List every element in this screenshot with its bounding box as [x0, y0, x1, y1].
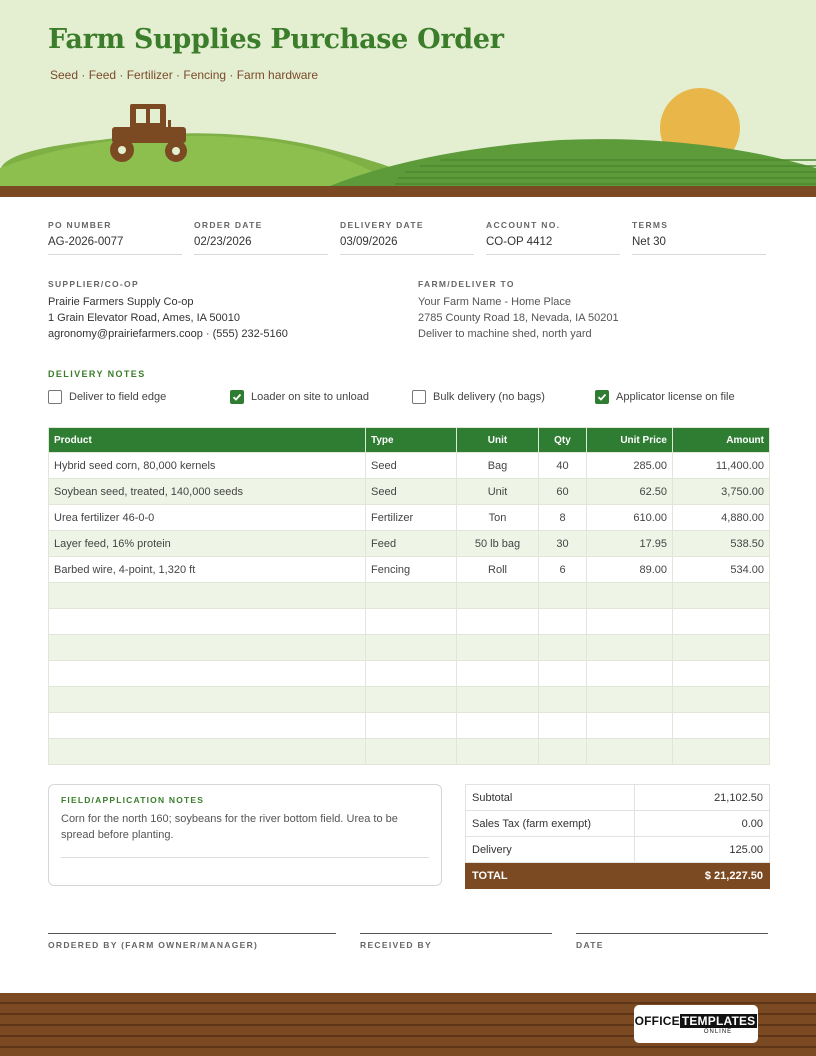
cell-product[interactable]: Soybean seed, treated, 140,000 seeds	[49, 479, 366, 505]
cell-type[interactable]: Seed	[366, 453, 457, 479]
date-signature-line[interactable]: DATE	[576, 933, 768, 950]
delivery-label: Delivery	[466, 837, 635, 863]
total-label: TOTAL	[466, 863, 635, 889]
table-row	[49, 505, 770, 531]
soil-stripe	[0, 1002, 816, 1004]
brand-logo-part1: OFFICE	[634, 1013, 680, 1028]
terms-label: TERMS	[632, 220, 669, 230]
table-row	[49, 739, 770, 765]
cell-unit-price[interactable]: 17.95	[587, 531, 673, 557]
table-row	[49, 557, 770, 583]
cell-unit-price[interactable]: 89.00	[587, 557, 673, 583]
items-table	[48, 427, 770, 765]
items-table-header	[49, 428, 770, 453]
page-title: Farm Supplies Purchase Order	[48, 24, 504, 55]
page-subtitle: Seed · Feed · Fertilizer · Fencing · Farm hardware	[50, 68, 319, 82]
cell-unit[interactable]	[457, 635, 539, 661]
order-date-value[interactable]: 02/23/2026	[194, 232, 328, 255]
po-number-field	[48, 220, 182, 255]
sales-tax-label: Sales Tax (farm exempt)	[466, 811, 635, 837]
total-row	[466, 863, 770, 889]
table-row	[49, 479, 770, 505]
supplier-block	[48, 278, 288, 342]
order-date-label: ORDER DATE	[194, 220, 263, 230]
table-row	[49, 531, 770, 557]
cell-amount[interactable]	[673, 635, 770, 661]
cell-unit[interactable]	[457, 609, 539, 635]
cell-unit-price[interactable]	[587, 687, 673, 713]
cell-product[interactable]: Hybrid seed corn, 80,000 kernels	[49, 453, 366, 479]
cell-unit[interactable]: Ton	[457, 505, 539, 531]
cell-qty[interactable]	[539, 583, 587, 609]
checkbox-label: Applicator license on file	[616, 391, 735, 403]
cell-unit[interactable]: Unit	[457, 479, 539, 505]
field-notes-label: FIELD/APPLICATION NOTES	[61, 795, 205, 805]
cell-unit[interactable]: 50 lb bag	[457, 531, 539, 557]
subtotal-value[interactable]: 21,102.50	[635, 785, 770, 811]
checkbox-bulk-delivery[interactable]	[412, 390, 545, 404]
cell-product[interactable]	[49, 583, 366, 609]
cell-unit-price[interactable]	[587, 713, 673, 739]
supplier-name[interactable]: Prairie Farmers Supply Co-op	[48, 296, 194, 308]
col-header-product: Product	[49, 428, 366, 453]
cell-qty[interactable]: 6	[539, 557, 587, 583]
cell-type[interactable]	[366, 661, 457, 687]
checkbox-label: Loader on site to unload	[251, 391, 370, 403]
cell-amount[interactable]: 534.00	[673, 557, 770, 583]
field-notes-box[interactable]	[48, 784, 442, 886]
cell-type[interactable]: Fertilizer	[366, 505, 457, 531]
cell-amount[interactable]	[673, 661, 770, 687]
supplier-contact[interactable]: agronomy@prairiefarmers.coop · (555) 232-5160	[48, 328, 288, 340]
cell-amount[interactable]: 4,880.00	[673, 505, 770, 531]
totals-table	[465, 784, 770, 889]
cell-qty[interactable]	[539, 739, 587, 765]
terms-value[interactable]: Net 30	[632, 232, 766, 255]
table-row	[49, 713, 770, 739]
delivery-date-field	[340, 220, 474, 255]
cell-qty[interactable]	[539, 661, 587, 687]
cell-product[interactable]	[49, 609, 366, 635]
cell-unit[interactable]	[457, 713, 539, 739]
cell-product[interactable]	[49, 687, 366, 713]
cell-unit[interactable]: Roll	[457, 557, 539, 583]
cell-qty[interactable]: 60	[539, 479, 587, 505]
received-by-signature-line[interactable]: RECEIVED BY	[360, 933, 552, 950]
delivery-date-label: DELIVERY DATE	[340, 220, 424, 230]
checkbox-label: Deliver to field edge	[69, 391, 167, 403]
supplier-label: SUPPLIER/CO-OP	[48, 279, 139, 289]
checkbox-field-edge[interactable]	[48, 390, 166, 404]
po-info-row	[48, 220, 768, 255]
checkbox-label: Bulk delivery (no bags)	[433, 391, 545, 403]
notes-divider	[61, 857, 429, 858]
table-row	[49, 661, 770, 687]
checkbox-checked-icon[interactable]	[595, 390, 609, 404]
cell-type[interactable]	[366, 609, 457, 635]
table-row	[49, 687, 770, 713]
table-row	[49, 583, 770, 609]
order-date-field	[194, 220, 328, 255]
brand-logo[interactable]	[634, 1005, 758, 1043]
brand-logo-part2: TEMPLATES	[681, 1013, 756, 1028]
cell-amount[interactable]: 538.50	[673, 531, 770, 557]
cell-amount[interactable]	[673, 739, 770, 765]
col-header-type: Type	[366, 428, 457, 453]
cell-unit-price[interactable]: 285.00	[587, 453, 673, 479]
delivery-date-value[interactable]: 03/09/2026	[340, 232, 474, 255]
terms-field	[632, 220, 766, 255]
account-number-label: ACCOUNT NO.	[486, 220, 561, 230]
subtotal-label: Subtotal	[466, 785, 635, 811]
farm-name[interactable]: Your Farm Name - Home Place	[418, 296, 572, 308]
cell-product[interactable]: Layer feed, 16% protein	[49, 531, 366, 557]
cell-unit-price[interactable]: 62.50	[587, 479, 673, 505]
cell-amount[interactable]	[673, 609, 770, 635]
cell-type[interactable]	[366, 739, 457, 765]
cell-amount[interactable]	[673, 713, 770, 739]
cell-qty[interactable]	[539, 687, 587, 713]
cell-qty[interactable]: 40	[539, 453, 587, 479]
cell-product[interactable]	[49, 713, 366, 739]
col-header-amount: Amount	[673, 428, 770, 453]
sales-tax-row	[466, 811, 770, 837]
cell-product[interactable]	[49, 635, 366, 661]
cell-unit-price[interactable]: 610.00	[587, 505, 673, 531]
cell-type[interactable]	[366, 583, 457, 609]
cell-type[interactable]: Feed	[366, 531, 457, 557]
checkbox-checked-icon[interactable]	[230, 390, 244, 404]
cell-type[interactable]: Fencing	[366, 557, 457, 583]
cell-unit[interactable]	[457, 661, 539, 687]
cell-qty[interactable]: 30	[539, 531, 587, 557]
account-number-field	[486, 220, 620, 255]
farm-label: FARM/DELIVER TO	[418, 279, 515, 289]
cell-amount[interactable]: 3,750.00	[673, 479, 770, 505]
delivery-notes-checkboxes	[48, 390, 768, 408]
delivery-notes-label: DELIVERY NOTES	[48, 369, 146, 379]
col-header-unit: Unit	[457, 428, 539, 453]
table-row	[49, 609, 770, 635]
cell-product[interactable]: Urea fertilizer 46-0-0	[49, 505, 366, 531]
cell-unit-price[interactable]	[587, 661, 673, 687]
cell-qty[interactable]: 8	[539, 505, 587, 531]
header-banner	[0, 0, 816, 197]
po-number-label: PO NUMBER	[48, 220, 112, 230]
supplier-address[interactable]: 1 Grain Elevator Road, Ames, IA 50010	[48, 312, 241, 324]
cell-qty[interactable]	[539, 609, 587, 635]
col-header-unit-price: Unit Price	[587, 428, 673, 453]
farm-address[interactable]: 2785 County Road 18, Nevada, IA 50201	[418, 312, 619, 324]
cell-unit[interactable]: Bag	[457, 453, 539, 479]
cell-unit-price[interactable]	[587, 583, 673, 609]
subtotal-row	[466, 785, 770, 811]
cell-unit-price[interactable]	[587, 609, 673, 635]
brand-logo-sub: ONLINE	[703, 1028, 733, 1035]
soil-stripe	[0, 1046, 816, 1048]
cell-product[interactable]	[49, 661, 366, 687]
cell-unit[interactable]	[457, 583, 539, 609]
cell-unit-price[interactable]	[587, 635, 673, 661]
farm-block	[418, 278, 619, 342]
account-number-value[interactable]: CO-OP 4412	[486, 232, 620, 255]
sales-tax-value[interactable]: 0.00	[635, 811, 770, 837]
cell-type[interactable]	[366, 635, 457, 661]
cell-unit[interactable]	[457, 687, 539, 713]
checkbox-applicator-license[interactable]	[595, 390, 735, 404]
cell-type[interactable]	[366, 713, 457, 739]
cell-unit-price[interactable]	[587, 739, 673, 765]
cell-product[interactable]	[49, 739, 366, 765]
delivery-row	[466, 837, 770, 863]
po-number-value[interactable]: AG-2026-0077	[48, 232, 182, 255]
cell-qty[interactable]	[539, 713, 587, 739]
cell-amount[interactable]: 11,400.00	[673, 453, 770, 479]
total-value[interactable]: $ 21,227.50	[635, 863, 770, 889]
ordered-by-signature-line[interactable]: ORDERED BY (FARM OWNER/MANAGER)	[48, 933, 336, 950]
cell-unit[interactable]	[457, 739, 539, 765]
cell-product[interactable]: Barbed wire, 4-point, 1,320 ft	[49, 557, 366, 583]
cell-type[interactable]	[366, 687, 457, 713]
items-table-body	[49, 453, 770, 765]
table-row	[49, 453, 770, 479]
cell-amount[interactable]	[673, 687, 770, 713]
delivery-value[interactable]: 125.00	[635, 837, 770, 863]
checkbox-unchecked-icon[interactable]	[48, 390, 62, 404]
col-header-qty: Qty	[539, 428, 587, 453]
table-row	[49, 635, 770, 661]
checkbox-unchecked-icon[interactable]	[412, 390, 426, 404]
cell-qty[interactable]	[539, 635, 587, 661]
cell-amount[interactable]	[673, 583, 770, 609]
cell-type[interactable]: Seed	[366, 479, 457, 505]
soil-strip	[0, 186, 816, 197]
farm-instructions[interactable]: Deliver to machine shed, north yard	[418, 328, 592, 340]
field-notes-text[interactable]: Corn for the north 160; soybeans for the river bottom field. Urea to be spread before planting.	[61, 813, 398, 841]
checkbox-loader-on-site[interactable]	[230, 390, 369, 404]
